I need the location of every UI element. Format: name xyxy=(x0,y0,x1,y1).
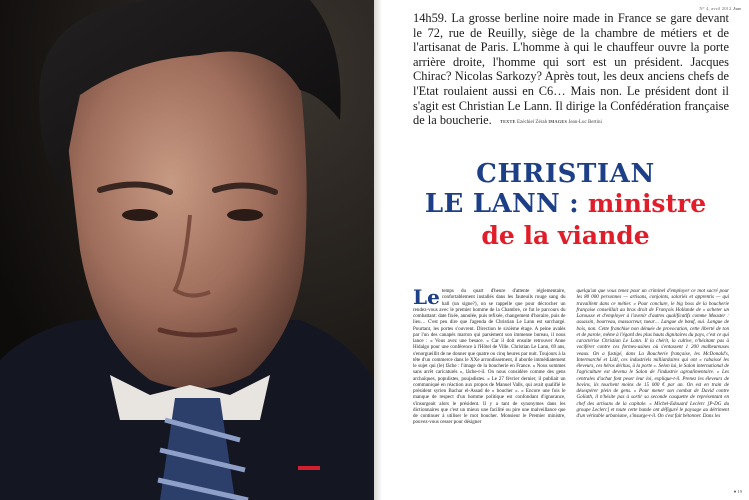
drop-cap: Le xyxy=(413,285,440,309)
body-column-1-text: temps du quart d'heure d'attente réglementaire, confortablement installés dans les fauteuils rouge sang du hall (un signe?), on se rappelle que pour décrocher un rendez-vous avec le premier homme de la Chambre, ce fut le parcours du combattant: date fixée, annulée, puis refixée, changement d'horaire, puis de lieu… C'est peu dire que l'agenda de Christian Le Lann est surchargé. Pourtant, les portes s'ouvrent. Direction le sixième étage. A peine avalés par l'un des canapés marron qui parsèment son immense bureau, il nous lance : « Vous avez une besace. » Car il doit ensuite retrouver Anne Hidalgo pour une conférence à l'Hôtel de Ville. Christian Le Lann, 69 ans, s'enorgueillit de ne donner que quatre ou cinq heures par nuit. Toujours à la tête d'un commerce dans le XXe arrondissement, il aborde immédiatement le sujet qui (le) fâche : l'image de la boucherie en France. « Nous sommes sans arrêt caricaturés », lâche-t-il. On nous considère comme des gens archaïques, populistes, poujadistes. » Le 27 février dernier, il publiait un communiqué en réaction aux propos de Manuel Valls, qui avait qualifié le président syrien Bachar el-Assad de « boucher ». « Encore une fois le manque de respect d'un homme politique est confondant d'ignorance, s'insurgeait alors le président. Il y a tant de synonymes dans les dictionnaires que c'est un mieux une facilité ou pire une malveillance que de continuer à utiliser le mot boucher. Monsieur le Premier ministre, pouvez-vous cesser pour désigner xyxy=(413,288,566,426)
title-line-1: CHRISTIAN xyxy=(476,159,655,189)
article-title xyxy=(382,160,749,250)
title-name: LE LANN xyxy=(424,189,561,219)
portrait-photo xyxy=(0,0,374,500)
page-gutter xyxy=(374,0,382,500)
body-paragraph-1 xyxy=(413,285,566,426)
article-credits xyxy=(500,119,602,125)
title-line-3: de la viande xyxy=(481,221,650,250)
issue-date: N° 4, avril 2012 xyxy=(699,6,732,11)
body-column-2-text: quelqu'un que vous tenez pour un criminel d'employer ce mot sacré pour les 80 000 personnes — artisans, conjoints, salariés et apprentis — qui travaillent dans ce métier. » Pour conclure, le big boss de la boucherie française conseillait au bras droit de François Hollande de « acheter un Larousse et d'employer à l'avenir d'autres qualificatifs comme Mouster : assassin, bourreau, massacreur, tueur… Langue de bœuf, oui. Langue de bois, non. Cette franchise non dénuée de provocation, cette liberté de ton et de parole, même à l'égard des plus hauts dignitaires du pays, c'est ce qui caractérise Christian Le Lann. Il la chérit, la cultive, n'hésitant pas à vociférer contre ces formes-usines où s'entassent 1 200 malheureuses veaux. On a fustigé, dans La Boucherie française, les McDonald's, Intermarché et Lidl, ces industriels milliardaires qui ont « rabaissé les éleveurs, ces héros déchus, à la porte ». Selon lui, le Salon international de l'agriculture est devenu le Salon de l'industrie agroalimentaire. « Les centrales d'achat font peser leur loi, explique-t-il. Prenez les éleveurs de bovins, ils touchent moins de 15 000 € par an. On est en train de désespérer plein de gens. » Pour mener son combat de David contre Goliath, il n'hésite pas à sortir sa seconde casquette de représentant en chef des artisans de la capitale. « Michel-Edouard Leclerc [P-DG du groupe Leclerc] et toute cette bande ont défiguré le paysage au détriment d'un véritable urbanisme, s'insurge-t-il. On s'est fait bétonner. Dans les xyxy=(576,288,729,419)
title-colon: : xyxy=(560,189,588,219)
text-credit-label: TEXTE xyxy=(500,119,516,124)
image-credit-label: IMAGES xyxy=(548,119,568,124)
photographer-name: Jean-Luc Bertini xyxy=(568,120,602,125)
title-ministre: ministre xyxy=(587,189,707,218)
article-body xyxy=(413,285,729,463)
title-line-2 xyxy=(382,189,749,221)
magazine-name: Jsm xyxy=(732,6,741,11)
author-name: Ezéchiel Zérah xyxy=(516,120,548,125)
portrait-image xyxy=(0,0,374,500)
lead-paragraph: 14h59. La grosse berline noire made in France se gare devant le 72, rue de Reuilly, siège de la chambre de métiers et de l'artisanat de Paris. L'homme à qui le chauffeur ouvre la porte arrière droite, l'homme qui sort est un président. Jacques Chirac? Nicolas Sarkozy? Après tout, les deux anciens chefs de l'Etat roulaient aussi en C6… Mais non. Le président dont il s'agit est Christian Le Lann. Il dirige la Confédération française de la boucherie. xyxy=(413,11,729,128)
article-page xyxy=(382,0,749,500)
body-paragraph-2 xyxy=(577,288,730,419)
page-number: ● 19 xyxy=(733,489,742,494)
